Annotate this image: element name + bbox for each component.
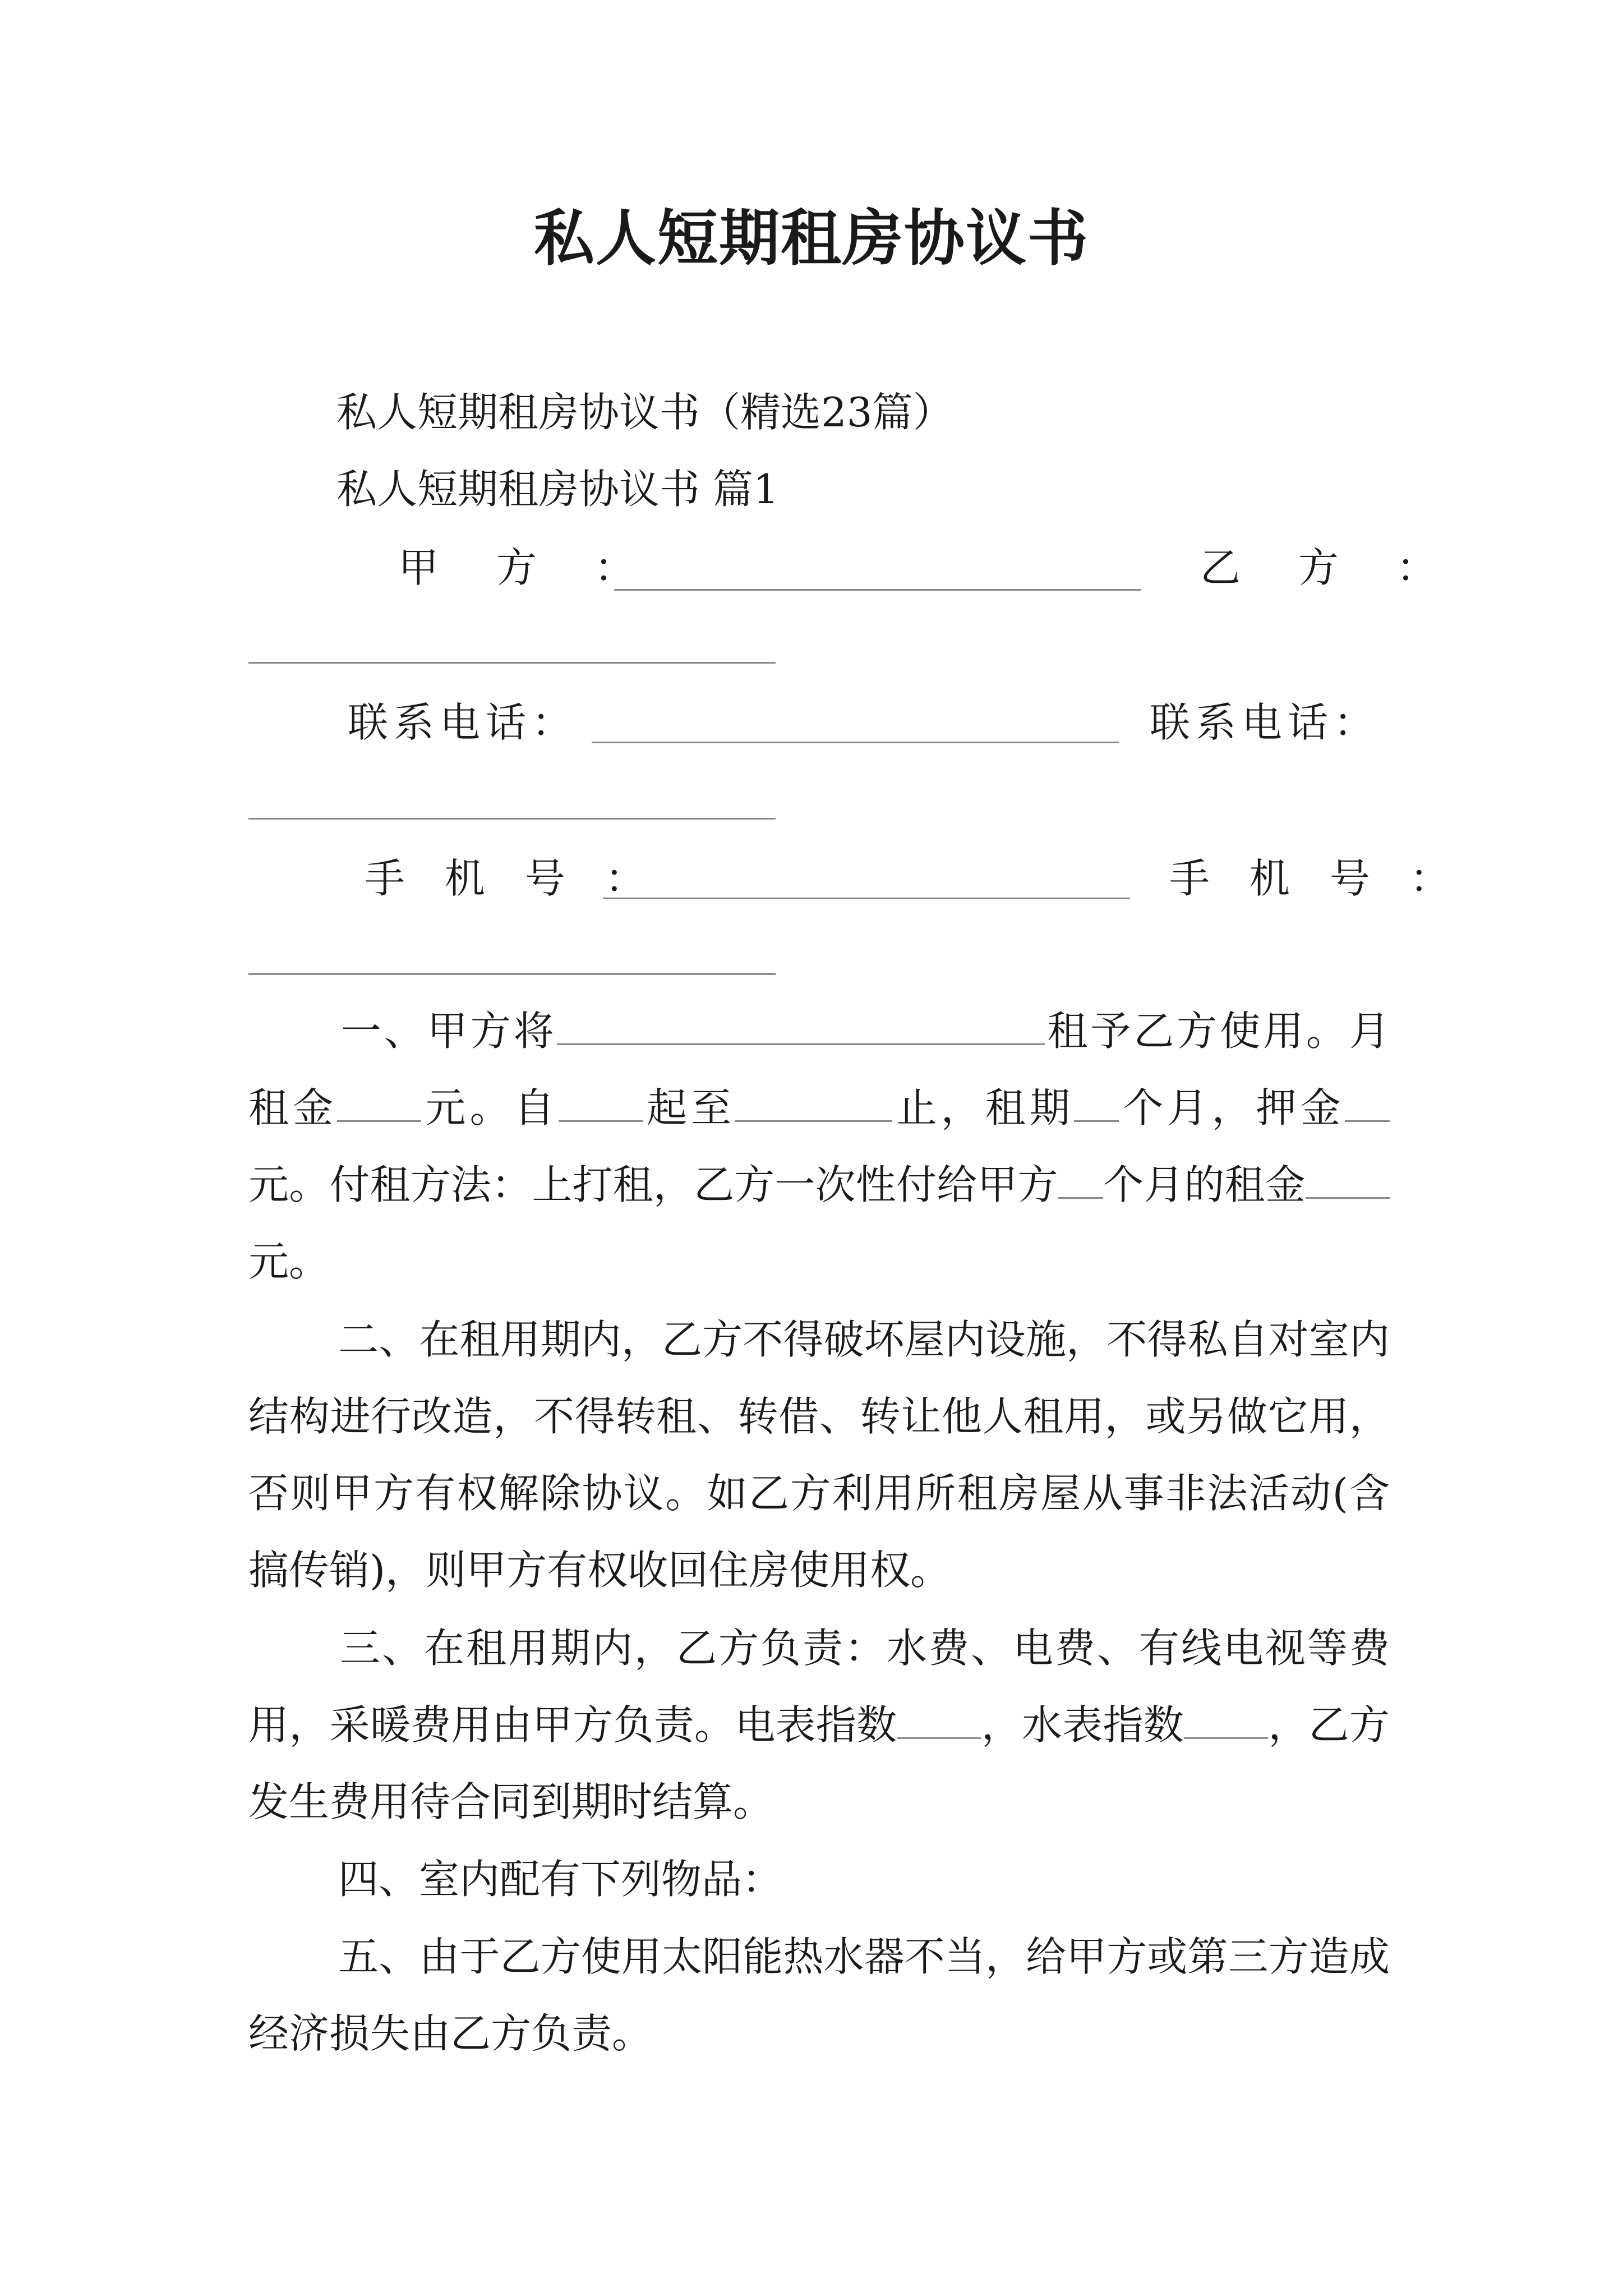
- mobile-b-label: 手 机 号 ：: [1169, 855, 1464, 902]
- amount-blank: [1306, 1162, 1390, 1199]
- document-subtitle: 私人短期租房协议书（精选23篇）: [336, 389, 953, 436]
- start-date-blank: [559, 1085, 643, 1122]
- clause-1: 一、甲方将 租予乙方使用。月租金 元。自 起至 止，租期 个月，押金元。付租方法：上打租，乙方一次性付给甲方 个月的租金元。: [248, 1007, 1390, 1285]
- property-blank: [557, 1009, 1045, 1045]
- clause-4: 四、室内配有下列物品：: [338, 1856, 783, 1903]
- months-blank: [1058, 1162, 1103, 1199]
- end-date-blank: [735, 1085, 892, 1122]
- deposit-blank: [1345, 1085, 1390, 1122]
- mobile-b-blank: [248, 973, 776, 975]
- phone-b-blank: [248, 818, 776, 820]
- section-heading: 私人短期租房协议书 篇1: [336, 466, 779, 513]
- party-b-blank: [248, 662, 776, 664]
- document-title: 私人短期租房协议书: [533, 203, 1089, 274]
- term-blank: [1074, 1085, 1119, 1122]
- clause-3: 三、在租用期内，乙方负责：水费、电费、有线电视等费用，采暖费用由甲方负责。电表指数 ，水表指数 ，乙方发生费用待合同到期时结算。: [248, 1625, 1390, 1825]
- phone-b-label: 联系电话：: [1150, 699, 1380, 746]
- water-meter-blank: [1184, 1703, 1268, 1739]
- electric-meter-blank: [897, 1703, 981, 1739]
- clause-2: 二、在租用期内，乙方不得破坏屋内设施，不得私自对室内结构进行改造，不得转租、转借、转让他人租用，或另做它用，否则甲方有权解除协议。如乙方利用所租房屋从事非法活动(含搞传销)，则甲方有权收回住房使用权。: [248, 1316, 1390, 1594]
- phone-a-blank: [592, 742, 1119, 743]
- rent-blank: [337, 1085, 421, 1122]
- mobile-a-blank: [603, 898, 1130, 899]
- mobile-a-label: 手 机 号 ：: [365, 855, 659, 902]
- party-b-label: 乙 方 ：: [1200, 544, 1459, 591]
- party-a-label: 甲 方 ：: [398, 544, 657, 591]
- party-a-blank: [614, 589, 1141, 591]
- phone-a-label: 联系电话：: [348, 699, 578, 746]
- clause-5: 五、由于乙方使用太阳能热水器不当，给甲方或第三方造成经济损失由乙方负责。: [248, 1933, 1390, 2057]
